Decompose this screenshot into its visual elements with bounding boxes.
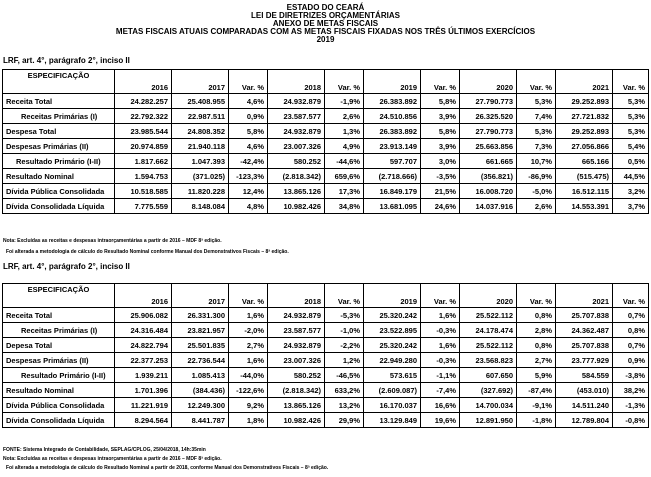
- table-cell: 0,9%: [229, 109, 268, 124]
- table-cell: 21,5%: [421, 184, 460, 199]
- table-cell: 0,8%: [517, 308, 556, 323]
- table-row: [3, 413, 649, 428]
- fiscal-goals-table-2: [2, 283, 649, 428]
- table-cell: 4,6%: [229, 139, 268, 154]
- table-cell: 25.707.838: [556, 338, 613, 353]
- table-cell: -122,6%: [229, 383, 268, 398]
- table-cell: 10.982.426: [268, 413, 325, 428]
- table-cell: -5,0%: [517, 184, 556, 199]
- table-cell: 16,6%: [421, 398, 460, 413]
- column-header: 2020: [460, 70, 517, 94]
- row-label: Despesas Primárias (II): [3, 353, 115, 368]
- table-cell: 27.790.773: [460, 124, 517, 139]
- table-cell: 633,2%: [325, 383, 364, 398]
- table-cell: 24.808.352: [172, 124, 229, 139]
- table-cell: 4,6%: [229, 94, 268, 109]
- column-header: Var. %: [613, 70, 649, 94]
- table-cell: 24.932.879: [268, 338, 325, 353]
- row-label: Resultado Nominal: [3, 383, 115, 398]
- column-header: 2019: [364, 284, 421, 308]
- table-cell: 1.085.413: [172, 368, 229, 383]
- column-header: 2020: [460, 284, 517, 308]
- column-header: 2016: [115, 70, 172, 94]
- table-cell: 13.681.095: [364, 199, 421, 214]
- table-cell: 25.906.082: [115, 308, 172, 323]
- column-header: Var. %: [613, 284, 649, 308]
- table-cell: 24.822.794: [115, 338, 172, 353]
- column-header-specification: ESPECIFICAÇÃO: [3, 284, 115, 308]
- table-cell: 13.129.849: [364, 413, 421, 428]
- table-cell: 24.178.474: [460, 323, 517, 338]
- row-label: Despesa Total: [3, 124, 115, 139]
- table-cell: -5,3%: [325, 308, 364, 323]
- table-cell: -9,1%: [517, 398, 556, 413]
- row-label: Receita Total: [3, 94, 115, 109]
- table-cell: -0,3%: [421, 323, 460, 338]
- row-label: Resultado Nominal: [3, 169, 115, 184]
- column-header: 2021: [556, 70, 613, 94]
- table-cell: 25.522.112: [460, 338, 517, 353]
- table-cell: 573.615: [364, 368, 421, 383]
- table-cell: 2,7%: [229, 338, 268, 353]
- table-cell: -1,3%: [613, 398, 649, 413]
- table-cell: -2,0%: [229, 323, 268, 338]
- table-cell: 5,8%: [421, 124, 460, 139]
- report-title: METAS FISCAIS ATUAIS COMPARADAS COM AS METAS FISCAIS FIXADAS NOS TRÊS ÚLTIMOS EXERCÍCIOS: [115, 27, 536, 36]
- table-cell: -46,5%: [325, 368, 364, 383]
- table-cell: 23.821.957: [172, 323, 229, 338]
- table-cell: 14.511.240: [556, 398, 613, 413]
- table-cell: 16.512.115: [556, 184, 613, 199]
- table-cell: 1.939.211: [115, 368, 172, 383]
- table-cell: 5,3%: [613, 94, 649, 109]
- table-cell: 1,3%: [325, 124, 364, 139]
- header-row: [3, 284, 649, 308]
- column-header: 2017: [172, 284, 229, 308]
- table-cell: 1,6%: [229, 308, 268, 323]
- table-cell: 22.736.544: [172, 353, 229, 368]
- table-cell: 5,8%: [421, 94, 460, 109]
- column-header: 2017: [172, 70, 229, 94]
- table-cell: -2,2%: [325, 338, 364, 353]
- table-cell: 25.663.856: [460, 139, 517, 154]
- table-cell: 23.587.577: [268, 323, 325, 338]
- table-cell: 23.007.326: [268, 139, 325, 154]
- table-cell: -3,8%: [613, 368, 649, 383]
- table-cell: 0,9%: [613, 353, 649, 368]
- table-cell: 2,8%: [517, 323, 556, 338]
- table-cell: -1,0%: [325, 323, 364, 338]
- table-cell: 10,7%: [517, 154, 556, 169]
- row-label: Resultado Primário (I-II): [3, 154, 115, 169]
- table-row: [3, 338, 649, 353]
- table-cell: 24.932.879: [268, 124, 325, 139]
- table-cell: -86,9%: [517, 169, 556, 184]
- state-name: ESTADO DO CEARÁ: [286, 3, 365, 12]
- table-cell: 22.949.280: [364, 353, 421, 368]
- column-header: 2018: [268, 70, 325, 94]
- table-cell: 25.320.242: [364, 308, 421, 323]
- table-cell: 25.707.838: [556, 308, 613, 323]
- table-cell: 29.252.893: [556, 94, 613, 109]
- table-cell: 23.587.577: [268, 109, 325, 124]
- table-cell: 19,6%: [421, 413, 460, 428]
- table2-note-2: Foi alterada a metodologia de cálculo do Resultado Nominal a partir de 2018, conforme Manual dos Demonstrativos Fiscais – 8ª edição.: [6, 465, 329, 471]
- table-cell: 25.320.242: [364, 338, 421, 353]
- column-header: Var. %: [421, 284, 460, 308]
- table-cell: 23.913.149: [364, 139, 421, 154]
- table-cell: 1,6%: [229, 353, 268, 368]
- table-cell: 26.331.300: [172, 308, 229, 323]
- table-cell: 23.777.929: [556, 353, 613, 368]
- table-row: [3, 154, 649, 169]
- table-cell: 0,7%: [613, 338, 649, 353]
- table-cell: 2,6%: [517, 199, 556, 214]
- table-row: [3, 323, 649, 338]
- table-cell: 5,4%: [613, 139, 649, 154]
- row-label: Dívida Consolidada Líquida: [3, 413, 115, 428]
- column-header: 2021: [556, 284, 613, 308]
- table-cell: 27.056.866: [556, 139, 613, 154]
- table-row: [3, 124, 649, 139]
- column-header: Var. %: [229, 70, 268, 94]
- table-row: [3, 184, 649, 199]
- table-cell: 13,2%: [325, 398, 364, 413]
- table-cell: -0,8%: [613, 413, 649, 428]
- table-cell: 5,3%: [613, 124, 649, 139]
- table-cell: (384.436): [172, 383, 229, 398]
- table-cell: 8.148.084: [172, 199, 229, 214]
- table-cell: 10.982.426: [268, 199, 325, 214]
- table-cell: 1.047.393: [172, 154, 229, 169]
- column-header: Var. %: [325, 284, 364, 308]
- table-cell: 11.820.228: [172, 184, 229, 199]
- table-cell: 8.441.787: [172, 413, 229, 428]
- table-cell: 38,2%: [613, 383, 649, 398]
- table-cell: 13.865.126: [268, 184, 325, 199]
- table-cell: -0,3%: [421, 353, 460, 368]
- table-cell: 2,6%: [325, 109, 364, 124]
- row-label: Dívida Consolidada Líquida: [3, 199, 115, 214]
- table-cell: 22.792.322: [115, 109, 172, 124]
- table-cell: 661.665: [460, 154, 517, 169]
- table-cell: 27.790.773: [460, 94, 517, 109]
- table-cell: 3,9%: [421, 139, 460, 154]
- legal-reference-2: LRF, art. 4°, parágrafo 2°, inciso II: [3, 262, 130, 271]
- table-cell: 7,4%: [517, 109, 556, 124]
- table2-note-1: Nota: Excluídas as receitas e despesas intraorçamentárias a partir de 2016 – MDF 8ª edição.: [3, 456, 222, 462]
- table-cell: -44,0%: [229, 368, 268, 383]
- table-cell: 25.522.112: [460, 308, 517, 323]
- table-row: [3, 353, 649, 368]
- table-cell: 12,4%: [229, 184, 268, 199]
- table-cell: 1,6%: [421, 308, 460, 323]
- row-label: Receitas Primárias (I): [3, 323, 115, 338]
- table-cell: 7.775.559: [115, 199, 172, 214]
- table-cell: 16.008.720: [460, 184, 517, 199]
- table-cell: -42,4%: [229, 154, 268, 169]
- table-cell: 1.594.753: [115, 169, 172, 184]
- table-cell: -3,5%: [421, 169, 460, 184]
- table-row: [3, 94, 649, 109]
- table-cell: 12.891.950: [460, 413, 517, 428]
- table-cell: 25.501.835: [172, 338, 229, 353]
- table-cell: -1,8%: [517, 413, 556, 428]
- row-label: Despesas Primárias (II): [3, 139, 115, 154]
- table-cell: -1,9%: [325, 94, 364, 109]
- column-header: Var. %: [325, 70, 364, 94]
- table-cell: (356.821): [460, 169, 517, 184]
- table-cell: 17,3%: [325, 184, 364, 199]
- table-cell: 580.252: [268, 154, 325, 169]
- table-cell: -87,4%: [517, 383, 556, 398]
- table-cell: 16.849.179: [364, 184, 421, 199]
- table-cell: 26.383.892: [364, 124, 421, 139]
- table-cell: 0,7%: [613, 308, 649, 323]
- column-header: Var. %: [517, 70, 556, 94]
- law-title: LEI DE DIRETRIZES ORÇAMENTÁRIAS: [251, 11, 400, 20]
- table-cell: 12.789.804: [556, 413, 613, 428]
- table-cell: 24.282.257: [115, 94, 172, 109]
- table-cell: 580.252: [268, 368, 325, 383]
- table-cell: (327.692): [460, 383, 517, 398]
- table-cell: 10.518.585: [115, 184, 172, 199]
- table-cell: 34,8%: [325, 199, 364, 214]
- table-cell: 24.362.487: [556, 323, 613, 338]
- table-cell: 1.701.396: [115, 383, 172, 398]
- table2-source: FONTE: Sistema Integrado de Contabilidade, SEPLAG/CPLOG, 25/04/2018, 14h:35min: [3, 447, 206, 453]
- table1-note-1: Nota: Excluídas as receitas e despesas intraorçamentárias a partir de 2016 – MDF 8ª edição.: [3, 238, 222, 244]
- table-cell: (2.818.342): [268, 383, 325, 398]
- table-cell: 584.559: [556, 368, 613, 383]
- table-cell: 14.553.391: [556, 199, 613, 214]
- row-label: Dívida Pública Consolidada: [3, 398, 115, 413]
- header-row: [3, 70, 649, 94]
- table-cell: 3,9%: [421, 109, 460, 124]
- table-cell: 2,7%: [517, 353, 556, 368]
- table-cell: 24,6%: [421, 199, 460, 214]
- table-cell: 23.522.895: [364, 323, 421, 338]
- column-header: Var. %: [421, 70, 460, 94]
- table-cell: 13.865.126: [268, 398, 325, 413]
- table-cell: (2.609.087): [364, 383, 421, 398]
- annex-title: ANEXO DE METAS FISCAIS: [272, 19, 379, 28]
- table-cell: 22.377.253: [115, 353, 172, 368]
- table-cell: 24.932.879: [268, 308, 325, 323]
- table1-note-2: Foi alterada a metodologia de cálculo do Resultado Nominal conforme Manual dos Demonstrativos Fiscais – 8ª edição.: [6, 249, 289, 255]
- column-header: 2018: [268, 284, 325, 308]
- table-cell: 23.985.544: [115, 124, 172, 139]
- table-cell: 4,9%: [325, 139, 364, 154]
- table-cell: (2.818.342): [268, 169, 325, 184]
- table-cell: (453.010): [556, 383, 613, 398]
- row-label: Receitas Primárias (I): [3, 109, 115, 124]
- table-cell: 1,8%: [229, 413, 268, 428]
- table-cell: 659,6%: [325, 169, 364, 184]
- table-cell: 607.650: [460, 368, 517, 383]
- table-cell: 5,3%: [517, 124, 556, 139]
- table-cell: 29,9%: [325, 413, 364, 428]
- table-cell: 3,2%: [613, 184, 649, 199]
- column-header: Var. %: [229, 284, 268, 308]
- table-cell: 1,2%: [325, 353, 364, 368]
- table-cell: 0,5%: [613, 154, 649, 169]
- table-row: [3, 368, 649, 383]
- table-cell: 21.940.118: [172, 139, 229, 154]
- table-cell: (515.475): [556, 169, 613, 184]
- table-cell: 4,8%: [229, 199, 268, 214]
- row-label: Depesa Total: [3, 338, 115, 353]
- table-row: [3, 109, 649, 124]
- table-cell: 27.721.832: [556, 109, 613, 124]
- fiscal-goals-table-1: [2, 69, 649, 214]
- row-label: Dívida Pública Consolidada: [3, 184, 115, 199]
- table-cell: 5,9%: [517, 368, 556, 383]
- table-cell: 9,2%: [229, 398, 268, 413]
- row-label: Resultado Primário (I-II): [3, 368, 115, 383]
- column-header: 2019: [364, 70, 421, 94]
- table-cell: 0,8%: [517, 338, 556, 353]
- column-header: 2016: [115, 284, 172, 308]
- table-cell: 3,0%: [421, 154, 460, 169]
- table-cell: 5,8%: [229, 124, 268, 139]
- column-header-specification: ESPECIFICAÇÃO: [3, 70, 115, 94]
- row-label: Receita Total: [3, 308, 115, 323]
- report-year: 2019: [316, 35, 335, 44]
- table-cell: 14.700.034: [460, 398, 517, 413]
- table-cell: 597.707: [364, 154, 421, 169]
- table-cell: 23.568.823: [460, 353, 517, 368]
- table-cell: -123,3%: [229, 169, 268, 184]
- table-cell: 16.170.037: [364, 398, 421, 413]
- table-cell: 26.383.892: [364, 94, 421, 109]
- table-cell: 12.249.300: [172, 398, 229, 413]
- table-row: [3, 199, 649, 214]
- table-cell: 1,6%: [421, 338, 460, 353]
- table-cell: 5,3%: [517, 94, 556, 109]
- table-cell: -1,1%: [421, 368, 460, 383]
- table-row: [3, 139, 649, 154]
- table-cell: 26.325.520: [460, 109, 517, 124]
- table-cell: 25.408.955: [172, 94, 229, 109]
- table-cell: 24.932.879: [268, 94, 325, 109]
- table-row: [3, 169, 649, 184]
- table-cell: -44,6%: [325, 154, 364, 169]
- table-cell: 7,3%: [517, 139, 556, 154]
- table-cell: 20.974.859: [115, 139, 172, 154]
- table-cell: 11.221.919: [115, 398, 172, 413]
- table-cell: 1.817.662: [115, 154, 172, 169]
- table-cell: 24.510.856: [364, 109, 421, 124]
- legal-reference-1: LRF, art. 4°, parágrafo 2°, inciso II: [3, 56, 130, 65]
- table-row: [3, 383, 649, 398]
- table-cell: 8.294.564: [115, 413, 172, 428]
- table-cell: 14.037.916: [460, 199, 517, 214]
- column-header: Var. %: [517, 284, 556, 308]
- table-cell: 5,3%: [613, 109, 649, 124]
- table-cell: 29.252.893: [556, 124, 613, 139]
- table-cell: 23.007.326: [268, 353, 325, 368]
- table-cell: 3,7%: [613, 199, 649, 214]
- table-cell: (371.025): [172, 169, 229, 184]
- table-row: [3, 308, 649, 323]
- table-cell: 24.316.484: [115, 323, 172, 338]
- table-cell: 44,5%: [613, 169, 649, 184]
- table-row: [3, 398, 649, 413]
- table-cell: 22.987.511: [172, 109, 229, 124]
- table-cell: (2.718.666): [364, 169, 421, 184]
- table-cell: 0,8%: [613, 323, 649, 338]
- table-cell: 665.166: [556, 154, 613, 169]
- table-cell: -7,4%: [421, 383, 460, 398]
